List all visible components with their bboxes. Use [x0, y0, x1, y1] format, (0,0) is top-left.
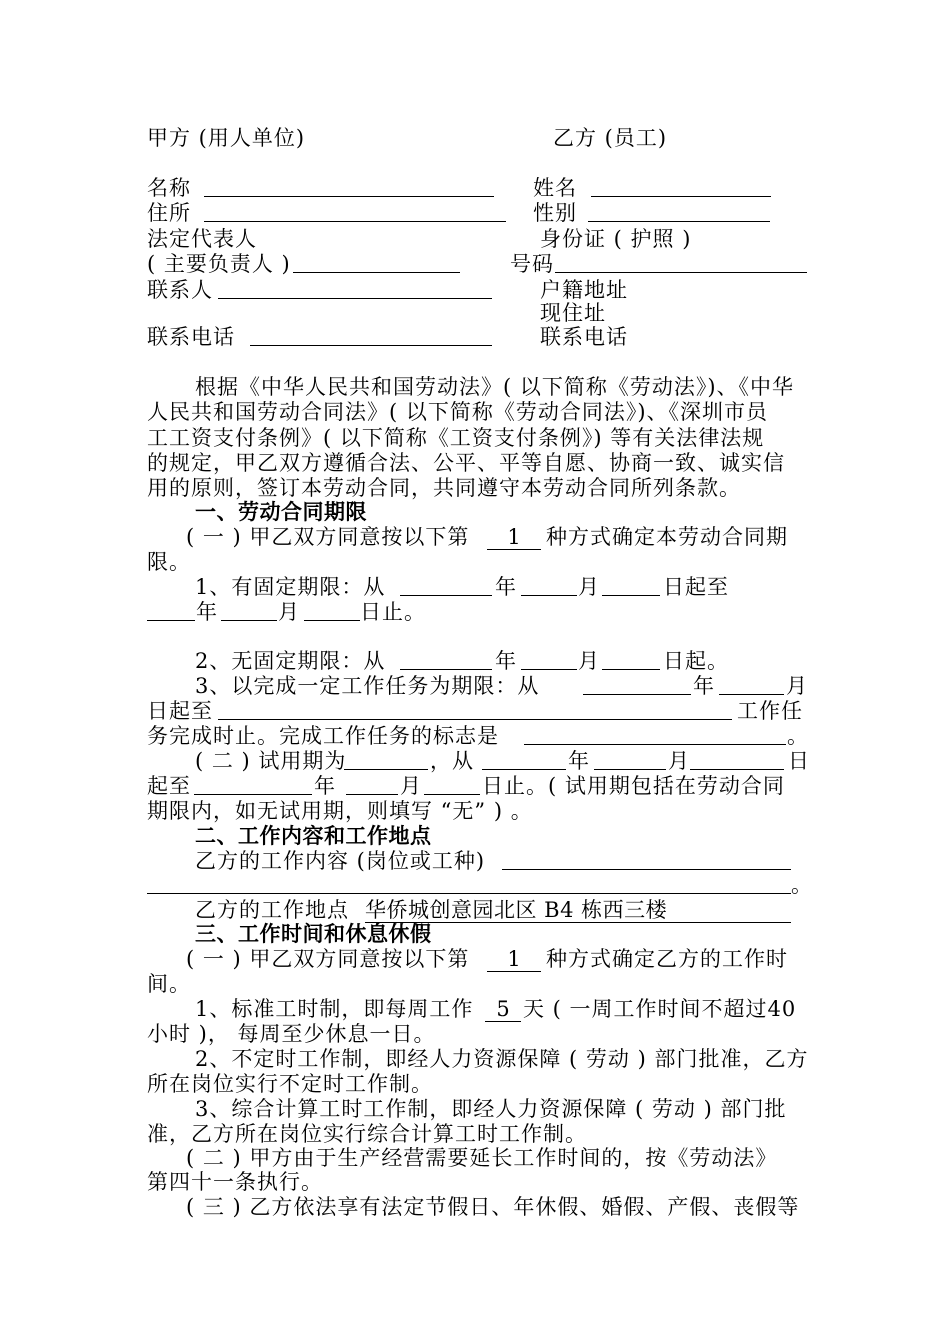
- open-month-line[interactable]: [521, 669, 577, 670]
- open-year-line[interactable]: [400, 669, 492, 670]
- task-month-line[interactable]: [719, 694, 784, 695]
- party-b-number-line[interactable]: [555, 272, 807, 273]
- std-hours-b: 天 ( 一周工作时间不超过40: [523, 997, 797, 1021]
- std-days-value[interactable]: 5: [485, 997, 521, 1022]
- party-a-name-line[interactable]: [204, 196, 494, 197]
- party-b-id-label: 身份证 ( 护照 ): [540, 227, 692, 251]
- party-b-domicile-label: 户籍地址: [540, 278, 628, 302]
- party-a-name-label: 名称: [147, 176, 191, 200]
- flex-hours-a: 2、不定时工作制，即经人力资源保障 ( 劳动 ) 部门批准，乙方: [195, 1047, 809, 1071]
- open-day-line[interactable]: [602, 669, 660, 670]
- party-a-contact-label: 联系人: [147, 278, 213, 302]
- leave-a: ( 三 ) 乙方依法享有法定节假日、年休假、婚假、产假、丧假等: [186, 1195, 800, 1219]
- intro-line-4: 的规定，甲乙双方遵循合法、公平、平等自愿、协商一致、诚实信: [147, 451, 785, 475]
- party-a-phone-line[interactable]: [250, 345, 492, 346]
- task-b: 工作任: [737, 699, 803, 723]
- party-b-gender-line[interactable]: [588, 221, 770, 222]
- s3-p1-b: 种方式确定乙方的工作时: [546, 947, 788, 971]
- work-location-value[interactable]: 华侨城创意园北区 B4 栋西三楼: [365, 898, 791, 923]
- probation-label: ( 二 ) 试用期为: [195, 749, 347, 773]
- probation-end-month-line[interactable]: [346, 794, 398, 795]
- probation-e: 期限内，如无试用期，则填写 “无” ) 。: [147, 799, 533, 823]
- party-b-heading: 乙方 (员工): [553, 126, 668, 150]
- fixed-year-2: 年: [196, 600, 218, 624]
- party-b-gender-label: 性别: [533, 201, 577, 225]
- party-a-principal-label: ( 主要负责人 ): [147, 252, 291, 276]
- overtime-a: ( 二 ) 甲方由于生产经营需要延长工作时间的，按《劳动法》: [186, 1146, 778, 1170]
- std-hours-a: 1、标准工时制，即每周工作: [195, 997, 474, 1021]
- probation-until: 起至: [147, 774, 191, 798]
- intro-line-1: 根据《中华人民共和国劳动法》( 以下简称《劳动法》)、《中华: [195, 375, 795, 399]
- party-b-residence-label: 现住址: [540, 301, 606, 325]
- std-hours-c: 小时 )， 每周至少休息一日。: [147, 1022, 436, 1046]
- probation-year-1: 年: [568, 749, 590, 773]
- s1-fixed-label: 1、有固定期限：从: [195, 575, 386, 599]
- probation-end-day-line[interactable]: [424, 794, 480, 795]
- party-a-phone-label: 联系电话: [147, 325, 235, 349]
- probation-start-month-line[interactable]: [594, 769, 666, 770]
- task-description-line[interactable]: [218, 719, 732, 720]
- s3-method-value[interactable]: 1: [487, 947, 541, 972]
- task-day-start: 日起至: [147, 699, 213, 723]
- fixed-day-end: 日止。: [360, 600, 426, 624]
- intro-line-3: 工工资支付条例》( 以下简称《工资支付条例》) 等有关法律法规: [147, 426, 765, 450]
- party-a-address-line[interactable]: [204, 221, 506, 222]
- task-period: 。: [787, 724, 809, 748]
- task-year: 年: [693, 674, 715, 698]
- party-b-phone-label: 联系电话: [540, 325, 628, 349]
- section-2-title: 二、工作内容和工作地点: [195, 824, 432, 848]
- s1-open-label: 2、无固定期限：从: [195, 649, 386, 673]
- party-b-name-label: 姓名: [533, 176, 577, 200]
- comp-hours-b: 准，乙方所在岗位实行综合计算工时工作制。: [147, 1122, 587, 1146]
- fixed-end-month-line[interactable]: [221, 620, 277, 621]
- overtime-b: 第四十一条执行。: [147, 1170, 323, 1194]
- party-b-name-line[interactable]: [591, 196, 771, 197]
- s1-method-value[interactable]: 1: [487, 525, 541, 550]
- party-a-legal-rep-label: 法定代表人: [147, 227, 257, 251]
- probation-start-day-line[interactable]: [690, 769, 784, 770]
- work-content-label: 乙方的工作内容 (岗位或工种): [195, 849, 486, 873]
- work-content-line-2[interactable]: [147, 893, 791, 894]
- fixed-end-year-line[interactable]: [147, 620, 195, 621]
- s3-p1-c: 间。: [147, 972, 191, 996]
- work-content-period: 。: [791, 873, 813, 897]
- probation-end-year-line[interactable]: [194, 794, 312, 795]
- intro-line-5: 用的原则，签订本劳动合同，共同遵守本劳动合同所列条款。: [147, 476, 741, 500]
- flex-hours-b: 所在岗位实行不定时工作制。: [147, 1072, 433, 1096]
- probation-day: 日: [788, 749, 810, 773]
- intro-line-2: 人民共和国劳动合同法》( 以下简称《劳动合同法》)、《深圳市员: [147, 400, 769, 424]
- s1-task-label: 3、以完成一定工作任务为期限：从: [195, 674, 540, 698]
- probation-d: 日止。( 试用期包括在劳动合同: [482, 774, 785, 798]
- party-a-principal-line[interactable]: [293, 272, 460, 273]
- probation-month-1: 月: [668, 749, 690, 773]
- fixed-day-start: 日起至: [663, 575, 729, 599]
- fixed-month-1: 月: [578, 575, 600, 599]
- probation-month-2: 月: [400, 774, 422, 798]
- party-a-heading: 甲方 (用人单位): [147, 126, 306, 150]
- probation-start-year-line[interactable]: [482, 769, 566, 770]
- probation-year-2: 年: [314, 774, 336, 798]
- party-b-number-label: 号码: [510, 252, 554, 276]
- s1-p1-a: ( 一 ) 甲乙双方同意按以下第: [186, 525, 470, 549]
- task-year-line[interactable]: [583, 694, 691, 695]
- probation-duration-line[interactable]: [344, 769, 428, 770]
- fixed-month-2: 月: [278, 600, 300, 624]
- section-1-title: 一、劳动合同期限: [195, 500, 367, 524]
- s1-p1-b: 种方式确定本劳动合同期: [546, 525, 788, 549]
- fixed-end-day-line[interactable]: [304, 620, 360, 621]
- comp-hours-a: 3、综合计算工时工作制，即经人力资源保障 ( 劳动 ) 部门批: [195, 1097, 787, 1121]
- fixed-start-day-line[interactable]: [602, 595, 660, 596]
- s3-p1-a: ( 一 ) 甲乙双方同意按以下第: [186, 947, 470, 971]
- work-content-line-1[interactable]: [502, 869, 791, 870]
- open-month: 月: [578, 649, 600, 673]
- fixed-start-year-line[interactable]: [400, 595, 492, 596]
- party-a-contact-line[interactable]: [218, 298, 492, 299]
- fixed-year-1: 年: [495, 575, 517, 599]
- task-completion-line[interactable]: [524, 744, 786, 745]
- open-day-start: 日起。: [663, 649, 729, 673]
- task-month: 月: [786, 674, 808, 698]
- task-c: 务完成时止。完成工作任务的标志是: [147, 724, 499, 748]
- work-location-label: 乙方的工作地点: [195, 898, 349, 922]
- section-3-title: 三、工作时间和休息休假: [195, 922, 432, 946]
- probation-from: ，从: [430, 749, 474, 773]
- fixed-start-month-line[interactable]: [521, 595, 577, 596]
- s1-p1-c: 限。: [147, 550, 191, 574]
- party-a-address-label: 住所: [147, 201, 191, 225]
- open-year: 年: [495, 649, 517, 673]
